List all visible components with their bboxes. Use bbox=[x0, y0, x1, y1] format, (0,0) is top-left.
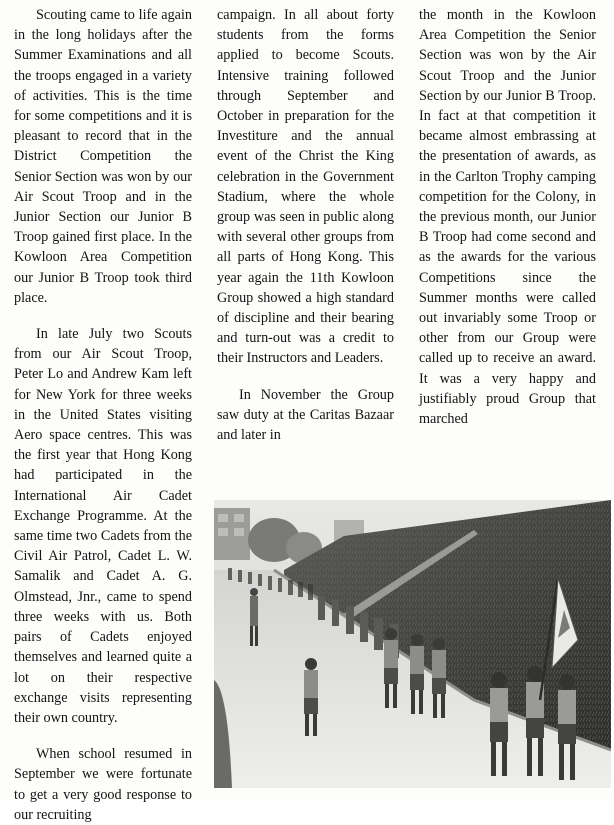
paragraph: campaign. In all about forty students from the forms applied to become Scouts. Intensive training followed through September and October in preparation for the Investiture and the annual event of the Christ the King celebration in the Government Stadium, where the whole group was seen in public along with several other groups from all parts of Hong Kong. This year again the 11th Kowloon Group showed a high standard of discipline and their bearing and turn-out was a credit to their Instructors and Leaders. bbox=[217, 7, 394, 367]
text-column-1 bbox=[14, 5, 192, 825]
paragraph: In November the Group saw duty at the Caritas Bazaar and later in bbox=[217, 386, 394, 444]
paragraph: the month in the Kowloon Area Competition the Senior Section was won by the Air Scout Troop and the Junior Section by our Junior B Troop. In fact at that competition it became almost embrassing at the presentation of awards, as in the Carlton Trophy camping competition for the Colony, in the previous month, our Junior B Troop had come second and as the awards for the various Competitions since the Summer months were called out invariably some Troop or other from our Group were called up to receive an award. It was a very happy and justifiably proud Group that marched bbox=[419, 7, 596, 428]
paragraph: When school resumed in September we were fortunate to get a very good response to our recruiting bbox=[14, 746, 192, 823]
scouts-marching-photo bbox=[214, 500, 611, 788]
paragraph: Scouting came to life again in the long holidays after the Summer Examinations and all the troops engaged in a variety of activities. This is the time for some competitions and it is pleasant to record that in the District Competition the Senior Section was won by our Air Scout Troop and in the Junior Section our Junior B Troop gained first place. In the Kowloon Area Competition our Junior B Troop took third place. bbox=[14, 7, 192, 306]
text-column-3 bbox=[419, 5, 596, 429]
text-column-2 bbox=[217, 5, 394, 445]
paragraph: In late July two Scouts from our Air Scout Troop, Peter Lo and Andrew Kam left for New York for three weeks in the United States visiting Aero space centres. This was the first year that Hong Kong had participated in the International Air Cadet Exchange Programme. At the same time two Cadets from the Civil Air Patrol, Cadet L. W. Samalik and Cadet A. G. Olmstead, Jnr., came to spend three weeks with us. Both pairs of Cadets enjoyed themselves and learned quite a lot on their respective exchange visits representing their own country. bbox=[14, 326, 192, 726]
